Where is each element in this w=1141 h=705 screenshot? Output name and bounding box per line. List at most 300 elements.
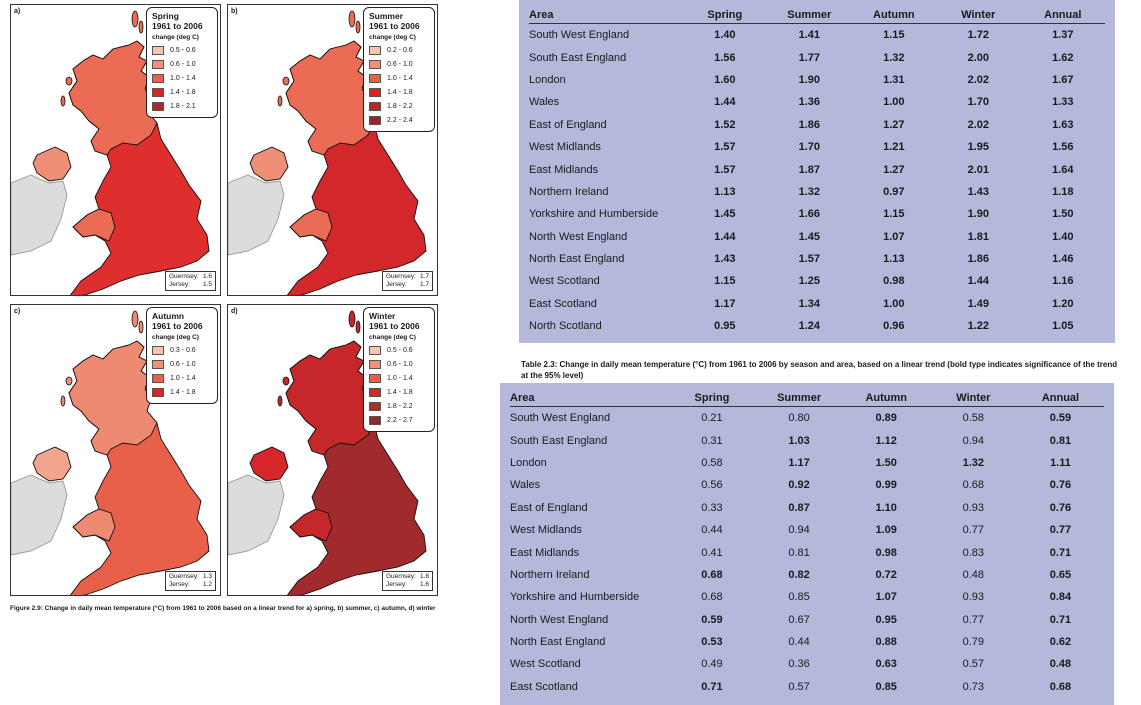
value-cell: 1.44 [714, 96, 736, 109]
value-cell: 1.86 [798, 118, 821, 131]
island-name: Jersey: [168, 581, 190, 588]
legend-range: 1.0 - 1.4 [170, 74, 196, 82]
wales-region [290, 509, 332, 541]
value-cell: 0.31 [701, 434, 723, 447]
legend-swatch [369, 416, 381, 425]
value-cell: 0.62 [1049, 636, 1072, 649]
value-cell: 1.72 [967, 29, 989, 42]
legend-swatch [152, 60, 164, 69]
island [61, 96, 65, 106]
legend-class [369, 357, 429, 371]
value-cell: 0.59 [701, 613, 723, 626]
wales-region [73, 209, 115, 241]
value-cell: 1.33 [1052, 96, 1074, 109]
value-cell: 1.17 [714, 297, 736, 310]
value-cell: 1.37 [1052, 29, 1074, 42]
value-cell: 2.00 [967, 51, 989, 64]
value-cell: 0.84 [1049, 591, 1072, 604]
value-cell: 1.95 [967, 141, 989, 154]
value-cell: 1.44 [967, 275, 989, 288]
value-cell: 1.36 [798, 96, 821, 109]
value-cell: 1.09 [875, 524, 897, 537]
value-cell: 0.59 [1049, 412, 1072, 425]
table-header [510, 387, 1104, 407]
column-header: Summer [777, 392, 822, 404]
area-name: North East England [529, 253, 625, 266]
area-name: West Midlands [529, 141, 601, 154]
ireland-landmass [228, 475, 284, 555]
island [132, 11, 138, 27]
value-cell: 1.07 [875, 591, 897, 604]
island-value: 1.2 [202, 581, 212, 588]
legend-swatch [152, 388, 164, 397]
legend-range: 1.4 - 1.8 [387, 388, 413, 396]
legend-swatch [369, 346, 381, 355]
value-cell: 1.05 [1052, 320, 1074, 333]
value-cell: 1.49 [967, 297, 989, 310]
legend-class [369, 43, 429, 57]
legend-range: 1.0 - 1.4 [387, 74, 413, 82]
value-cell: 1.27 [883, 118, 905, 131]
map-panel-summer [227, 4, 438, 296]
legend-units: change (deg C) [369, 334, 416, 341]
table-row [510, 609, 1104, 631]
column-header: Autumn [873, 9, 915, 21]
value-cell: 0.57 [788, 680, 810, 693]
table-row [510, 452, 1104, 474]
legend-period: 1961 to 2006 [369, 21, 420, 31]
table-row [529, 158, 1105, 180]
value-cell: 0.57 [962, 658, 985, 671]
island-name: Guernsey: [385, 573, 416, 580]
value-cell: 0.98 [883, 275, 905, 288]
value-cell: 0.97 [883, 185, 905, 198]
value-cell: 1.46 [1052, 253, 1074, 266]
value-cell: 1.00 [883, 96, 905, 109]
table-row [529, 226, 1105, 248]
value-cell: 1.86 [967, 253, 989, 266]
island [349, 311, 355, 327]
value-cell: 0.68 [1049, 680, 1072, 693]
island [283, 377, 289, 385]
value-cell: 0.71 [1049, 613, 1072, 626]
value-cell: 0.85 [875, 680, 897, 693]
value-cell: 0.83 [962, 546, 985, 559]
value-cell: 1.31 [883, 73, 905, 86]
value-cell: 1.81 [967, 230, 989, 243]
temperature-table-bottom [500, 383, 1114, 705]
value-cell: 0.44 [788, 636, 810, 649]
value-cell: 1.10 [875, 501, 897, 514]
legend-swatch [152, 346, 164, 355]
table-row [529, 24, 1105, 46]
table-row [510, 586, 1104, 608]
value-cell: 2.01 [967, 163, 989, 176]
area-name: Northern Ireland [510, 568, 590, 581]
island [61, 396, 65, 406]
value-cell: 1.27 [883, 163, 905, 176]
legend-swatch [369, 360, 381, 369]
value-cell: 1.32 [962, 456, 985, 469]
column-header: Spring [707, 9, 743, 21]
legend-season: Autumn [152, 311, 185, 321]
value-cell: 1.13 [714, 185, 736, 198]
island-value: 1.6 [202, 273, 212, 280]
area-name: East Scotland [529, 297, 597, 310]
legend-class [152, 357, 212, 371]
island-name: Jersey: [168, 281, 190, 288]
island-name: Guernsey: [168, 573, 199, 580]
legend-range: 0.6 - 1.0 [387, 60, 413, 68]
legend-swatch [369, 74, 381, 83]
legend-range: 0.6 - 1.0 [170, 60, 196, 68]
value-cell: 1.90 [798, 73, 821, 86]
value-cell: 1.62 [1052, 51, 1074, 64]
legend-swatch [152, 360, 164, 369]
legend-season: Winter [369, 311, 396, 321]
area-name: North East England [510, 636, 606, 649]
legend-range: 0.2 - 0.6 [387, 46, 413, 54]
legend-class [369, 57, 429, 71]
temperature-table-top [519, 0, 1115, 343]
value-cell: 0.77 [962, 524, 985, 537]
value-cell: 1.24 [798, 320, 821, 333]
value-cell: 0.89 [875, 412, 897, 425]
value-cell: 0.95 [714, 320, 736, 333]
value-cell: 1.45 [714, 208, 736, 221]
value-cell: 1.17 [788, 456, 810, 469]
table-row [529, 203, 1105, 225]
map-panel-spring [10, 4, 221, 296]
area-name: West Midlands [510, 524, 582, 537]
value-cell: 0.76 [1049, 501, 1072, 514]
column-header: Area [529, 9, 554, 21]
legend-class [152, 343, 212, 357]
value-cell: 0.71 [701, 680, 723, 693]
legend-range: 1.8 - 2.2 [387, 102, 413, 110]
value-cell: 1.63 [1052, 118, 1074, 131]
value-cell: 0.77 [962, 613, 985, 626]
value-cell: 0.82 [788, 568, 810, 581]
area-name: East of England [529, 118, 607, 131]
value-cell: 1.52 [714, 118, 736, 131]
table-row [510, 541, 1104, 563]
table-row [529, 315, 1105, 337]
area-name: Yorkshire and Humberside [529, 208, 659, 221]
value-cell: 0.68 [962, 479, 985, 492]
value-cell: 1.45 [798, 230, 821, 243]
legend-range: 2.2 - 2.7 [387, 416, 413, 424]
value-cell: 1.20 [1052, 297, 1074, 310]
map-panel-winter [227, 304, 438, 596]
value-cell: 0.68 [701, 568, 723, 581]
island-value: 1.5 [202, 281, 212, 288]
map-panel-autumn [10, 304, 221, 596]
map-legend [363, 7, 435, 132]
island-name: Jersey: [385, 581, 407, 588]
value-cell: 0.65 [1049, 568, 1072, 581]
table-row [529, 248, 1105, 270]
legend-range: 0.5 - 0.6 [170, 46, 196, 54]
legend-swatch [369, 88, 381, 97]
value-cell: 1.25 [798, 275, 821, 288]
value-cell: 0.56 [701, 479, 723, 492]
legend-range: 0.6 - 1.0 [387, 360, 413, 368]
value-cell: 0.93 [962, 501, 985, 514]
area-name: North West England [529, 230, 628, 243]
legend-season: Spring [152, 11, 179, 21]
island-value: 1.6 [419, 581, 429, 588]
panel-letter: d) [231, 308, 238, 315]
scotland-region [286, 41, 374, 155]
legend-class [369, 113, 429, 127]
value-cell: 0.95 [875, 613, 897, 626]
value-cell: 1.15 [714, 275, 736, 288]
island [132, 311, 138, 327]
value-cell: 1.00 [883, 297, 905, 310]
value-cell: 1.56 [714, 51, 736, 64]
channel-islands-box [382, 571, 433, 591]
value-cell: 1.56 [1052, 141, 1074, 154]
value-cell: 1.67 [1052, 73, 1074, 86]
value-cell: 0.21 [701, 412, 723, 425]
value-cell: 0.77 [1049, 524, 1072, 537]
value-cell: 0.96 [883, 320, 905, 333]
ireland-landmass [11, 175, 67, 255]
island-value: 1.8 [419, 573, 429, 580]
island-value: 1.7 [419, 281, 429, 288]
column-header: Annual [1041, 392, 1080, 404]
table-row [510, 564, 1104, 586]
value-cell: 1.40 [714, 29, 736, 42]
legend-class [369, 399, 429, 413]
legend-period: 1961 to 2006 [369, 321, 420, 331]
value-cell: 0.94 [962, 434, 985, 447]
ireland-landmass [11, 475, 67, 555]
wales-region [290, 209, 332, 241]
value-cell: 0.68 [701, 591, 723, 604]
legend-period: 1961 to 2006 [152, 321, 203, 331]
value-cell: 0.36 [788, 658, 810, 671]
legend-swatch [152, 46, 164, 55]
table-row [510, 676, 1104, 698]
table-caption: Table 2.3: Change in daily mean temperature (°C) from 1961 to 2006 by season and area, based on a linear trend (bold type indicates significance of the trend at the 95% level) [521, 360, 1118, 380]
value-cell: 1.57 [714, 141, 736, 154]
value-cell: 1.43 [967, 185, 989, 198]
column-header: Winter [956, 392, 991, 404]
value-cell: 0.44 [701, 524, 723, 537]
area-name: Northern Ireland [529, 185, 609, 198]
legend-units: change (deg C) [152, 334, 199, 341]
legend-range: 1.0 - 1.4 [387, 374, 413, 382]
column-header: Spring [694, 392, 730, 404]
legend-swatch [152, 374, 164, 383]
legend-range: 1.0 - 1.4 [170, 374, 196, 382]
value-cell: 0.88 [875, 636, 897, 649]
value-cell: 0.73 [962, 680, 985, 693]
island [278, 96, 282, 106]
island-name: Guernsey: [168, 273, 199, 280]
value-cell: 1.50 [1052, 208, 1074, 221]
area-name: East of England [510, 501, 588, 514]
value-cell: 1.11 [1050, 456, 1071, 469]
value-cell: 1.57 [798, 253, 821, 266]
area-name: West Scotland [529, 275, 600, 288]
area-name: London [510, 456, 547, 469]
island [66, 77, 72, 85]
island [139, 21, 143, 33]
value-cell: 1.07 [883, 230, 905, 243]
value-cell: 1.21 [883, 141, 905, 154]
area-name: South West England [510, 412, 611, 425]
legend-class [152, 371, 212, 385]
table-row [510, 497, 1104, 519]
island [278, 396, 282, 406]
legend-range: 1.4 - 1.8 [170, 388, 196, 396]
map-legend [363, 307, 435, 432]
legend-class [152, 99, 212, 113]
value-cell: 1.87 [798, 163, 821, 176]
value-cell: 0.99 [875, 479, 897, 492]
area-name: South East England [510, 434, 608, 447]
legend-class [152, 57, 212, 71]
legend-swatch [369, 102, 381, 111]
table-row [529, 293, 1105, 315]
table-row [510, 631, 1104, 653]
value-cell: 0.85 [788, 591, 810, 604]
value-cell: 0.79 [962, 636, 985, 649]
value-cell: 2.02 [967, 73, 989, 86]
value-cell: 0.58 [962, 412, 985, 425]
value-cell: 0.48 [1049, 658, 1072, 671]
value-cell: 0.48 [962, 568, 985, 581]
legend-period: 1961 to 2006 [152, 21, 203, 31]
legend-swatch [369, 46, 381, 55]
value-cell: 1.16 [1052, 275, 1074, 288]
island [283, 77, 289, 85]
value-cell: 1.13 [883, 253, 905, 266]
ireland-landmass [228, 175, 284, 255]
value-cell: 0.41 [701, 546, 723, 559]
value-cell: 0.92 [788, 479, 810, 492]
island [349, 11, 355, 27]
legend-swatch [152, 102, 164, 111]
area-name: South West England [529, 29, 630, 42]
legend-season: Summer [369, 11, 404, 21]
value-cell: 1.70 [967, 96, 989, 109]
table-row [510, 429, 1104, 451]
table-row [529, 46, 1105, 68]
value-cell: 0.81 [788, 546, 810, 559]
value-cell: 2.02 [967, 118, 989, 131]
value-cell: 0.49 [701, 658, 723, 671]
legend-range: 1.8 - 2.2 [387, 402, 413, 410]
value-cell: 0.94 [788, 524, 810, 537]
channel-islands-box [165, 271, 216, 291]
table-row [529, 114, 1105, 136]
table-row [510, 407, 1104, 429]
area-name: Wales [510, 479, 541, 492]
value-cell: 0.98 [875, 546, 897, 559]
legend-swatch [152, 88, 164, 97]
value-cell: 1.77 [798, 51, 821, 64]
northern-ireland-region [33, 147, 71, 181]
value-cell: 1.70 [798, 141, 821, 154]
value-cell: 0.33 [701, 501, 723, 514]
island-value: 1.3 [202, 573, 212, 580]
map-legend [146, 307, 218, 404]
legend-class [152, 43, 212, 57]
value-cell: 0.71 [1049, 546, 1072, 559]
island-name: Guernsey: [385, 273, 416, 280]
value-cell: 1.60 [714, 73, 736, 86]
value-cell: 1.18 [1052, 185, 1074, 198]
scotland-region [69, 341, 157, 455]
island [356, 21, 360, 33]
value-cell: 1.22 [967, 320, 989, 333]
wales-region [73, 509, 115, 541]
value-cell: 1.90 [967, 208, 989, 221]
area-name: North Scotland [529, 320, 602, 333]
column-header: Summer [787, 9, 832, 21]
legend-range: 1.4 - 1.8 [387, 88, 413, 96]
value-cell: 0.81 [1049, 434, 1072, 447]
value-cell: 1.41 [798, 29, 821, 42]
value-cell: 0.67 [788, 613, 810, 626]
area-name: South East England [529, 51, 627, 64]
legend-class [369, 385, 429, 399]
table-row [510, 474, 1104, 496]
value-cell: 1.64 [1052, 163, 1074, 176]
value-cell: 1.44 [714, 230, 736, 243]
area-name: North West England [510, 613, 609, 626]
table-row [529, 136, 1105, 158]
legend-class [152, 385, 212, 399]
value-cell: 1.32 [883, 51, 905, 64]
legend-class [369, 371, 429, 385]
island [66, 377, 72, 385]
legend-class [369, 85, 429, 99]
legend-swatch [152, 74, 164, 83]
northern-ireland-region [250, 447, 288, 481]
island-value: 1.7 [419, 273, 429, 280]
area-name: Yorkshire and Humberside [510, 591, 640, 604]
area-name: East Scotland [510, 680, 578, 693]
value-cell: 1.03 [788, 434, 810, 447]
area-name: East Midlands [529, 163, 599, 176]
table-row [529, 91, 1105, 113]
value-cell: 1.15 [883, 208, 905, 221]
legend-class [152, 85, 212, 99]
value-cell: 0.93 [962, 591, 985, 604]
value-cell: 0.80 [788, 412, 810, 425]
island [139, 321, 143, 333]
table-row [510, 519, 1104, 541]
value-cell: 0.58 [701, 456, 723, 469]
value-cell: 1.50 [875, 456, 897, 469]
column-header: Autumn [865, 392, 907, 404]
legend-range: 0.6 - 1.0 [170, 360, 196, 368]
legend-range: 0.3 - 0.6 [170, 346, 196, 354]
legend-swatch [369, 60, 381, 69]
table-row [510, 653, 1104, 675]
scotland-region [69, 41, 157, 155]
legend-swatch [369, 374, 381, 383]
panel-letter: b) [231, 8, 238, 15]
northern-ireland-region [250, 147, 288, 181]
island [356, 321, 360, 333]
value-cell: 1.66 [798, 208, 821, 221]
